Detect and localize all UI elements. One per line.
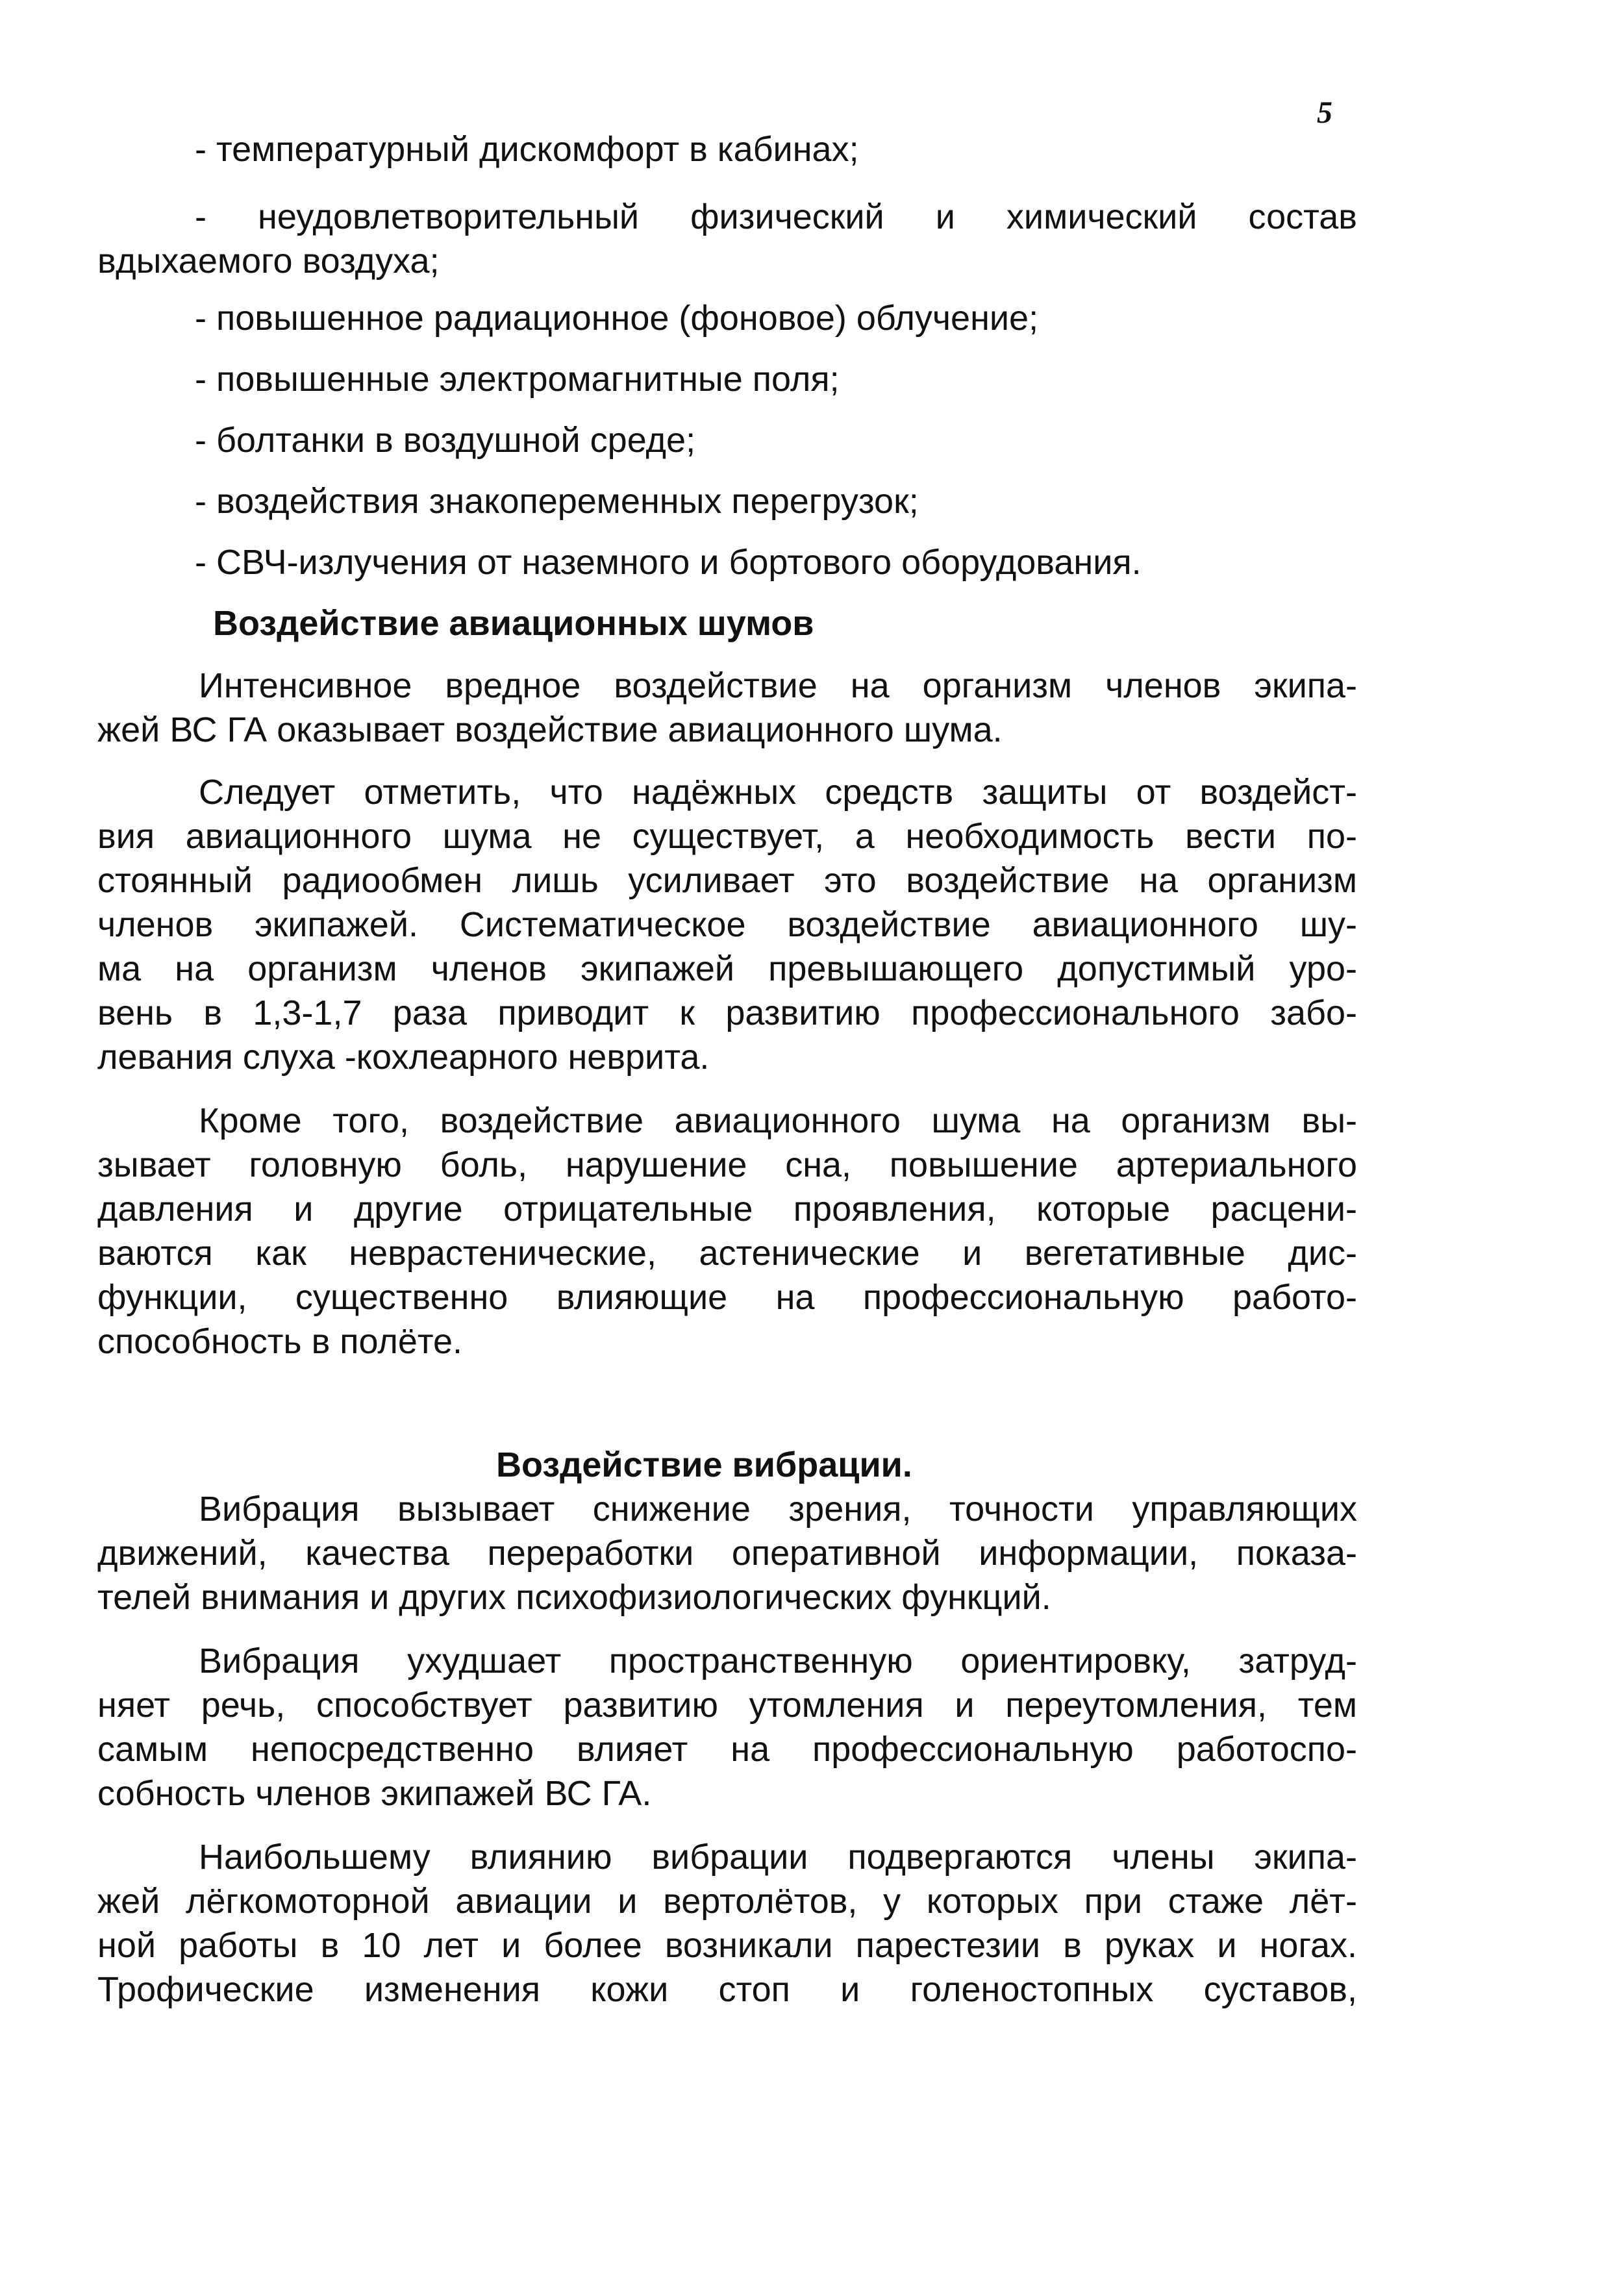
list-item-line: - повышенное радиационное (фоновое) облучение;	[195, 299, 1039, 338]
list-item	[97, 195, 1357, 283]
list-item-line: - СВЧ-излучения от наземного и бортового оборудования.	[195, 543, 1142, 582]
paragraph-line: ваются как неврастенические, астенические и вегетативные дис-	[97, 1234, 1357, 1273]
paragraph-line: жей ВС ГА оказывает воздействие авиационного шума.	[97, 710, 1003, 749]
list-item	[97, 296, 1357, 340]
section-heading-vibration: Воздействие вибрации.	[496, 1445, 912, 1484]
paragraph-line: самым непосредственно влияет на профессиональную работоспо-	[97, 1730, 1357, 1769]
list-item	[97, 540, 1357, 584]
paragraph-line: вия авиационного шума не существует, а необходимость вести по-	[97, 817, 1357, 856]
paragraph-line: Следует отметить, что надёжных средств защиты от воздейст-	[199, 773, 1357, 812]
list-item	[97, 479, 1357, 523]
paragraph	[97, 770, 1357, 1079]
paragraph-line: левания слуха -кохлеарного неврита.	[97, 1038, 710, 1077]
paragraph-line: функции, существенно влияющие на профессиональную работо-	[97, 1278, 1357, 1317]
paragraph	[97, 1487, 1357, 1619]
paragraph-line: давления и другие отрицательные проявления, которые расцени-	[97, 1190, 1357, 1229]
list-item	[97, 127, 1357, 171]
list-item	[97, 418, 1357, 462]
paragraph-line: вень в 1,3-1,7 раза приводит к развитию профессионального забо-	[97, 993, 1357, 1032]
list-item-line: вдыхаемого воздуха;	[97, 242, 440, 281]
paragraph-line: Интенсивное вредное воздействие на организм членов экипа-	[199, 666, 1357, 705]
paragraph	[97, 1835, 1357, 2012]
paragraph-line: движений, качества переработки оперативной информации, показа-	[97, 1534, 1357, 1573]
list-item-line: - неудовлетворительный физический и химический состав	[195, 197, 1357, 236]
paragraph	[97, 1099, 1357, 1364]
paragraph-line: жей лёгкомоторной авиации и вертолётов, у которых при стаже лёт-	[97, 1882, 1357, 1921]
list-item-line: - воздействия знакопеременных перегрузок;	[195, 482, 919, 521]
list-item-line: - температурный дискомфорт в кабинах;	[195, 130, 859, 169]
paragraph-line: собность членов экипажей ВС ГА.	[97, 1774, 652, 1813]
paragraph	[97, 664, 1357, 752]
paragraph-line: зывает головную боль, нарушение сна, повышение артериального	[97, 1145, 1357, 1184]
paragraph-line: Вибрация ухудшает пространственную ориентировку, затруд-	[199, 1642, 1357, 1680]
paragraph-line: способность в полёте.	[97, 1322, 463, 1361]
paragraph	[97, 1639, 1357, 1816]
paragraph-line: стоянный радиообмен лишь усиливает это воздействие на организм	[97, 861, 1357, 900]
paragraph-line: Кроме того, воздействие авиационного шума на организм вы-	[199, 1101, 1357, 1140]
paragraph-line: членов экипажей. Систематическое воздействие авиационного шу-	[97, 905, 1357, 944]
page-number: 5	[1317, 95, 1332, 130]
paragraph-line: ма на организм членов экипажей превышающего допустимый уро-	[97, 949, 1357, 988]
paragraph-line: Вибрация вызывает снижение зрения, точности управляющих	[199, 1490, 1357, 1529]
list-item	[97, 357, 1357, 401]
paragraph-line: ной работы в 10 лет и более возникали парестезии в руках и ногах.	[97, 1926, 1357, 1965]
list-item-line: - повышенные электромагнитные поля;	[195, 360, 840, 399]
paragraph-line: няет речь, способствует развитию утомления и переутомления, тем	[97, 1686, 1357, 1725]
paragraph-line: Трофические изменения кожи стоп и голеностопных суставов,	[97, 1970, 1357, 2009]
paragraph-line: Наибольшему влиянию вибрации подвергаются члены экипа-	[199, 1838, 1357, 1877]
section-heading-noise: Воздействие авиационных шумов	[213, 604, 814, 643]
list-item-line: - болтанки в воздушной среде;	[195, 421, 696, 460]
paragraph-line: телей внимания и других психофизиологических функций.	[97, 1578, 1051, 1617]
